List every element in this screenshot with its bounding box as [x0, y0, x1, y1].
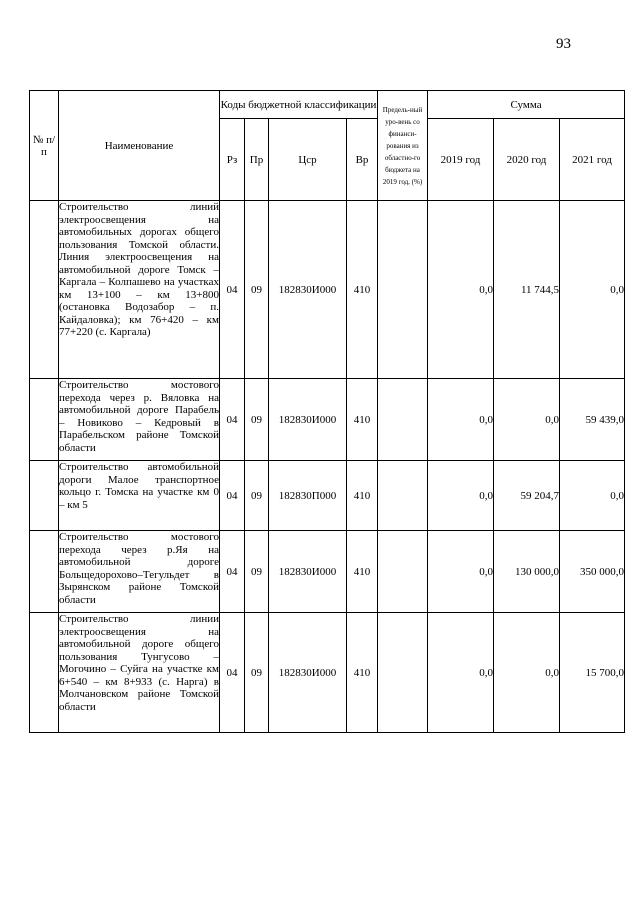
- row-vr: 410: [347, 379, 378, 461]
- header-2021: 2021 год: [560, 119, 625, 201]
- table-header: [30, 91, 625, 201]
- header-level: Предель-ный уро-вень со финанси-рования из областно-го бюджета на 2019 год, (%): [378, 91, 428, 201]
- table-row: [30, 379, 625, 461]
- table-row: [30, 531, 625, 613]
- row-rz: 04: [220, 613, 245, 733]
- page-number: 93: [556, 36, 571, 52]
- header-vr: Вр: [347, 119, 378, 201]
- row-name: Строительство линий электроосвещения на автомобильных дорогах общего пользования Томской области. Линия электроосвещения на автомобильной дороге Томск – Каргала – Колпашево на участках км 13+100 – км 13+800 (остановка Водозабор – п. Кайдаловка); км 76+420 – км 77+220 (с. Каргала): [59, 201, 220, 379]
- row-pr: 09: [245, 461, 269, 531]
- row-level: [378, 379, 428, 461]
- row-2020: 11 744,5: [494, 201, 560, 379]
- row-2019: 0,0: [428, 461, 494, 531]
- row-rz: 04: [220, 461, 245, 531]
- row-2021: 0,0: [560, 201, 625, 379]
- row-pr: 09: [245, 613, 269, 733]
- row-2020: 0,0: [494, 379, 560, 461]
- row-name: Строительство мостового перехода через р.Яя на автомобильной дороге Больщедорохово–Тегульдет в Зырянском районе Томской области: [59, 531, 220, 613]
- row-num: [30, 461, 59, 531]
- row-2021: 0,0: [560, 461, 625, 531]
- row-pr: 09: [245, 201, 269, 379]
- header-2020: 2020 год: [494, 119, 560, 201]
- row-2021: 59 439,0: [560, 379, 625, 461]
- row-level: [378, 201, 428, 379]
- row-name: Строительство мостового перехода через р. Вяловка на автомобильной дороге Парабель – Новиково – Кедровый в Парабельском районе Томской области: [59, 379, 220, 461]
- row-name: Строительство автомобильной дороги Малое транспортное кольцо г. Томска на участке км 0 – км 5: [59, 461, 220, 531]
- row-pr: 09: [245, 531, 269, 613]
- row-vr: 410: [347, 613, 378, 733]
- row-pr: 09: [245, 379, 269, 461]
- header-pr: Пр: [245, 119, 269, 201]
- row-2020: 130 000,0: [494, 531, 560, 613]
- row-num: [30, 531, 59, 613]
- row-vr: 410: [347, 461, 378, 531]
- row-2019: 0,0: [428, 201, 494, 379]
- row-2020: 59 204,7: [494, 461, 560, 531]
- row-2019: 0,0: [428, 613, 494, 733]
- row-csr: 182830П000: [269, 461, 347, 531]
- row-rz: 04: [220, 531, 245, 613]
- header-rz: Рз: [220, 119, 245, 201]
- row-vr: 410: [347, 201, 378, 379]
- row-csr: 182830И000: [269, 613, 347, 733]
- row-2019: 0,0: [428, 379, 494, 461]
- table-row: [30, 613, 625, 733]
- row-rz: 04: [220, 201, 245, 379]
- row-2021: 350 000,0: [560, 531, 625, 613]
- budget-table: [29, 90, 625, 733]
- row-vr: 410: [347, 531, 378, 613]
- table-row: [30, 461, 625, 531]
- row-num: [30, 201, 59, 379]
- row-level: [378, 461, 428, 531]
- row-2020: 0,0: [494, 613, 560, 733]
- row-level: [378, 613, 428, 733]
- row-2021: 15 700,0: [560, 613, 625, 733]
- row-name: Строительство линии электроосвещения на автомобильной дороге общего пользования Тунгусово – Могочино – Суйга на участке км 6+540 – км 8+933 (с. Нарга) в Молчановском районе Томской области: [59, 613, 220, 733]
- row-csr: 182830И000: [269, 531, 347, 613]
- row-level: [378, 531, 428, 613]
- header-csr: Цср: [269, 119, 347, 201]
- row-rz: 04: [220, 379, 245, 461]
- row-2019: 0,0: [428, 531, 494, 613]
- row-csr: 182830И000: [269, 379, 347, 461]
- header-num: № п/п: [30, 91, 59, 201]
- row-num: [30, 613, 59, 733]
- table-row: [30, 201, 625, 379]
- header-codes: Коды бюджетной классификации: [220, 91, 378, 119]
- header-sum: Сумма: [428, 91, 625, 119]
- row-num: [30, 379, 59, 461]
- row-csr: 182830И000: [269, 201, 347, 379]
- header-name: Наименование: [59, 91, 220, 201]
- header-2019: 2019 год: [428, 119, 494, 201]
